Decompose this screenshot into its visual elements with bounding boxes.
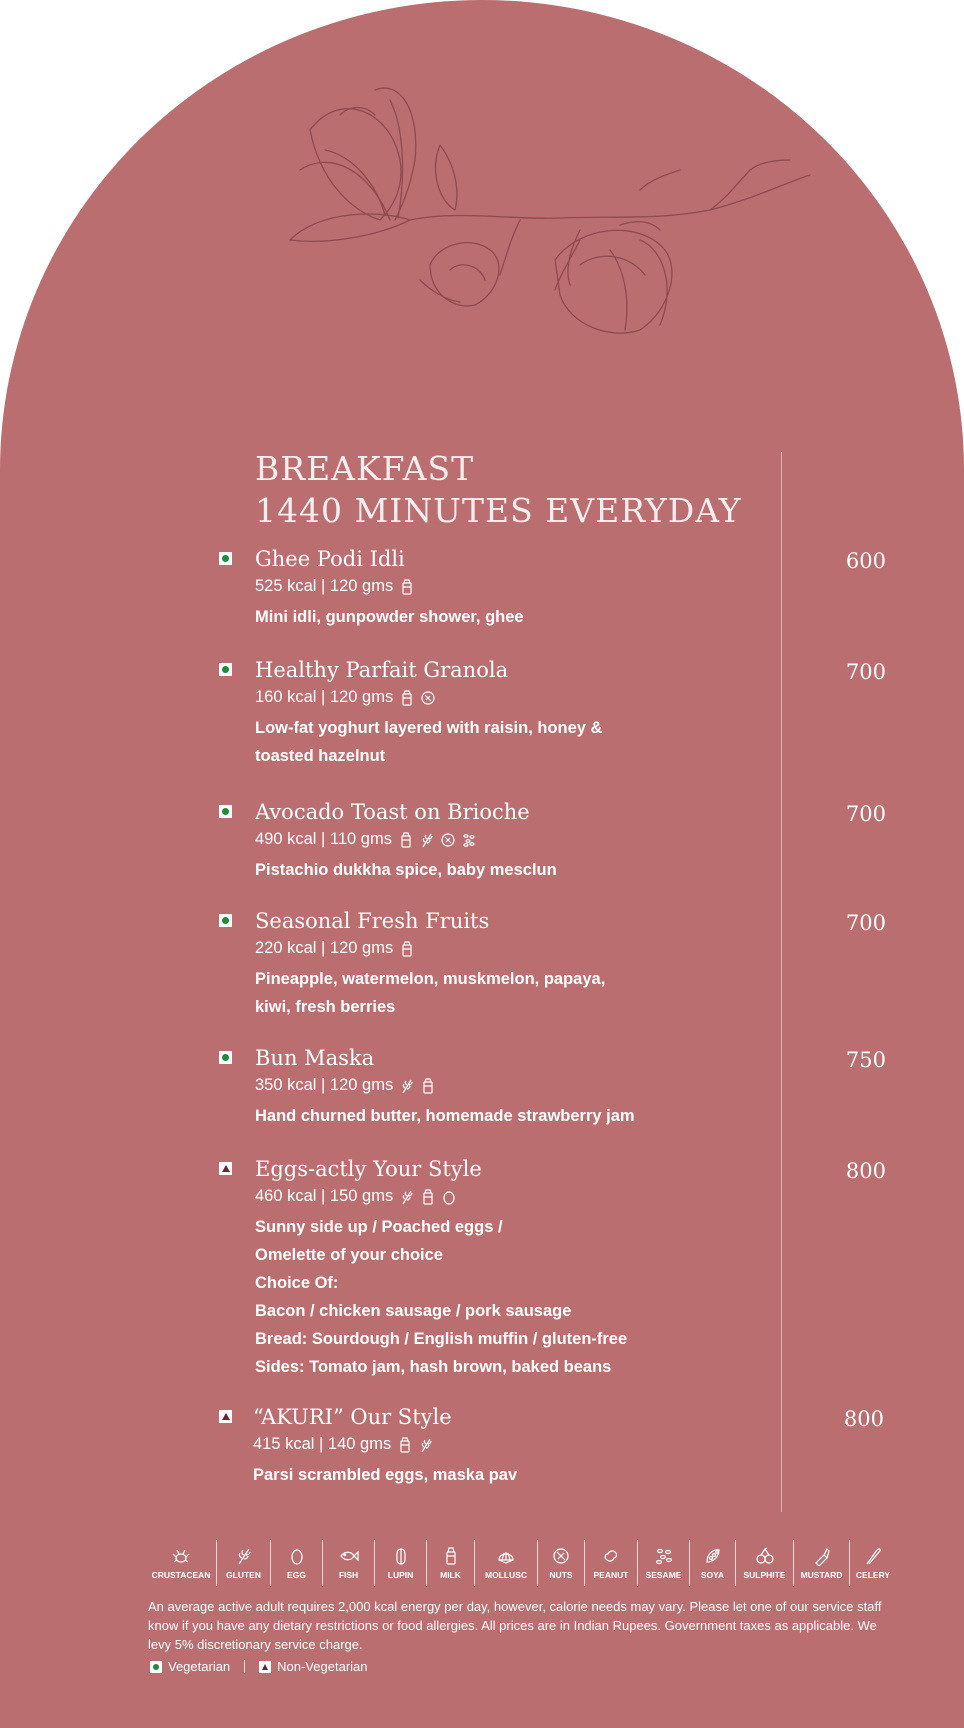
veg-marker-icon <box>219 805 232 818</box>
description-line: Mini idli, gunpowder shower, ghee <box>255 608 524 626</box>
item-price: 800 <box>843 1407 884 1431</box>
allergen-label: MUSTARD <box>800 1570 843 1580</box>
description-line: Sunny side up / Poached eggs / <box>255 1218 503 1236</box>
veg-marker-icon <box>219 1051 232 1064</box>
description-line: Pineapple, watermelon, muskmelon, papaya, <box>255 970 606 988</box>
allergen-peanut <box>585 1540 638 1586</box>
item-kcal: 220 kcal | 120 gms <box>255 939 394 957</box>
fish-icon <box>339 1546 359 1566</box>
allergen-legend <box>146 1540 896 1586</box>
allergen-label: PEANUT <box>593 1570 629 1580</box>
description-line: toasted hazelnut <box>255 747 386 765</box>
description-line: Omelette of your choice <box>255 1246 443 1264</box>
veg-marker-icon <box>219 663 232 676</box>
milk-icon <box>400 941 414 957</box>
legend-separator <box>244 1660 245 1673</box>
item-price: 800 <box>845 1159 886 1183</box>
milk-icon <box>421 1189 435 1205</box>
veg-marker-icon <box>219 552 232 565</box>
veg-marker-icon <box>150 1661 162 1673</box>
milk-icon <box>400 690 414 706</box>
milk-icon <box>441 1546 461 1566</box>
diet-legend <box>150 1659 368 1674</box>
soya-icon <box>703 1546 723 1566</box>
milk-icon <box>398 1437 412 1453</box>
sesame-icon <box>654 1546 674 1566</box>
veg-marker-icon <box>219 914 232 927</box>
item-name: Eggs-actly Your Style <box>255 1157 482 1181</box>
item-description <box>255 965 605 1021</box>
sulphite-icon <box>755 1546 775 1566</box>
item-price: 750 <box>845 1048 886 1072</box>
item-meta <box>255 688 435 707</box>
item-meta <box>255 577 414 596</box>
item-name: Ghee Podi Idli <box>255 547 405 571</box>
gluten-icon <box>400 1078 414 1094</box>
item-price: 700 <box>845 911 886 935</box>
nuts-icon <box>441 832 455 848</box>
allergen-label: GLUTEN <box>226 1570 261 1580</box>
allergen-label: LUPIN <box>387 1570 414 1580</box>
allergen-label: FISH <box>338 1570 359 1580</box>
item-name: “AKURI” Our Style <box>253 1405 452 1429</box>
mustard-icon <box>812 1546 832 1566</box>
description-line: Hand churned butter, homemade strawberry jam <box>255 1107 635 1125</box>
allergen-crustacean <box>146 1540 217 1586</box>
allergen-mustard <box>794 1540 850 1586</box>
item-kcal: 525 kcal | 120 gms <box>255 577 394 595</box>
item-kcal: 415 kcal | 140 gms <box>253 1435 392 1453</box>
allergen-nuts <box>538 1540 585 1586</box>
item-meta <box>253 1435 433 1454</box>
description-line: Pistachio dukkha spice, baby mesclun <box>255 861 557 879</box>
item-meta <box>255 1187 456 1206</box>
floral-illustration <box>280 70 880 380</box>
gluten-icon <box>420 832 434 848</box>
allergen-mollusc <box>475 1540 538 1586</box>
menu-header <box>255 448 742 532</box>
nonveg-marker-icon <box>219 1410 232 1423</box>
description-line: Low-fat yoghurt layered with raisin, honey & <box>255 719 603 737</box>
description-line: Sides: Tomato jam, hash brown, baked beans <box>255 1358 612 1376</box>
allergen-gluten <box>217 1540 271 1586</box>
gluten-icon <box>400 1189 414 1205</box>
allergen-egg <box>271 1540 323 1586</box>
peanut-icon <box>601 1546 621 1566</box>
item-kcal: 490 kcal | 110 gms <box>255 830 392 848</box>
gluten-icon <box>234 1546 254 1566</box>
allergen-celery <box>850 1540 896 1586</box>
allergen-soya <box>690 1540 736 1586</box>
allergen-label: MOLLUSC <box>484 1570 528 1580</box>
section-title: BREAKFAST <box>255 449 475 488</box>
item-price: 600 <box>845 549 886 573</box>
egg-icon <box>287 1546 307 1566</box>
description-line: Bacon / chicken sausage / pork sausage <box>255 1302 572 1320</box>
mollusc-icon <box>496 1546 516 1566</box>
sesame-icon <box>462 832 476 848</box>
crustacean-icon <box>171 1546 191 1566</box>
milk-icon <box>400 579 414 595</box>
allergen-label: SESAME <box>645 1570 682 1580</box>
item-name: Seasonal Fresh Fruits <box>255 909 490 933</box>
item-description <box>253 1461 517 1489</box>
nonveg-marker-icon <box>219 1162 232 1175</box>
lupin-icon <box>391 1546 411 1566</box>
divider-line <box>781 452 782 1512</box>
nuts-icon <box>421 690 435 706</box>
section-subtitle: 1440 MINUTES EVERYDAY <box>255 491 742 530</box>
item-name: Avocado Toast on Brioche <box>255 800 530 824</box>
allergen-fish <box>323 1540 375 1586</box>
item-name: Bun Maska <box>255 1046 375 1070</box>
item-meta <box>255 939 414 958</box>
description-line: Choice Of: <box>255 1274 339 1292</box>
nonveg-marker-icon <box>259 1661 271 1673</box>
legend-nonveg-label: Non-Vegetarian <box>277 1659 368 1674</box>
allergen-lupin <box>375 1540 427 1586</box>
allergen-label: EGG <box>287 1570 306 1580</box>
milk-icon <box>421 1078 435 1094</box>
allergen-label: SOYA <box>700 1570 725 1580</box>
item-meta <box>255 1076 435 1095</box>
disclaimer-note: An average active adult requires 2,000 kcal energy per day, however, calorie needs may vary. Please let one of our service staff know if you have any dietary restrictions or food allergies. All prices are in Indian Rupees. Government taxes as applicable. We levy 5% discretionary service charge. <box>148 1599 882 1652</box>
item-description <box>255 714 602 770</box>
allergen-sesame <box>638 1540 690 1586</box>
item-description <box>255 603 524 631</box>
allergen-label: MILK <box>440 1570 461 1580</box>
item-kcal: 160 kcal | 120 gms <box>255 688 394 706</box>
item-description <box>255 856 557 884</box>
egg-icon <box>442 1189 456 1205</box>
allergen-milk <box>427 1540 475 1586</box>
allergen-label: SULPHITE <box>743 1570 786 1580</box>
allergen-label: CRUSTACEAN <box>151 1570 211 1580</box>
item-kcal: 460 kcal | 150 gms <box>255 1187 394 1205</box>
item-description <box>255 1213 627 1381</box>
milk-icon <box>399 832 413 848</box>
item-meta <box>255 830 476 849</box>
description-line: Bread: Sourdough / English muffin / gluten-free <box>255 1330 628 1348</box>
allergen-label: NUTS <box>549 1570 573 1580</box>
gluten-icon <box>419 1437 433 1453</box>
allergen-sulphite <box>736 1540 794 1586</box>
legend-veg-label: Vegetarian <box>168 1659 231 1674</box>
item-description <box>255 1102 635 1130</box>
item-price: 700 <box>845 802 886 826</box>
item-price: 700 <box>845 660 886 684</box>
nuts-icon <box>551 1546 571 1566</box>
celery-icon <box>863 1546 883 1566</box>
item-kcal: 350 kcal | 120 gms <box>255 1076 394 1094</box>
allergen-label: CELERY <box>855 1570 891 1580</box>
description-line: Parsi scrambled eggs, maska pav <box>253 1466 518 1484</box>
item-name: Healthy Parfait Granola <box>255 658 509 682</box>
description-line: kiwi, fresh berries <box>255 998 396 1016</box>
